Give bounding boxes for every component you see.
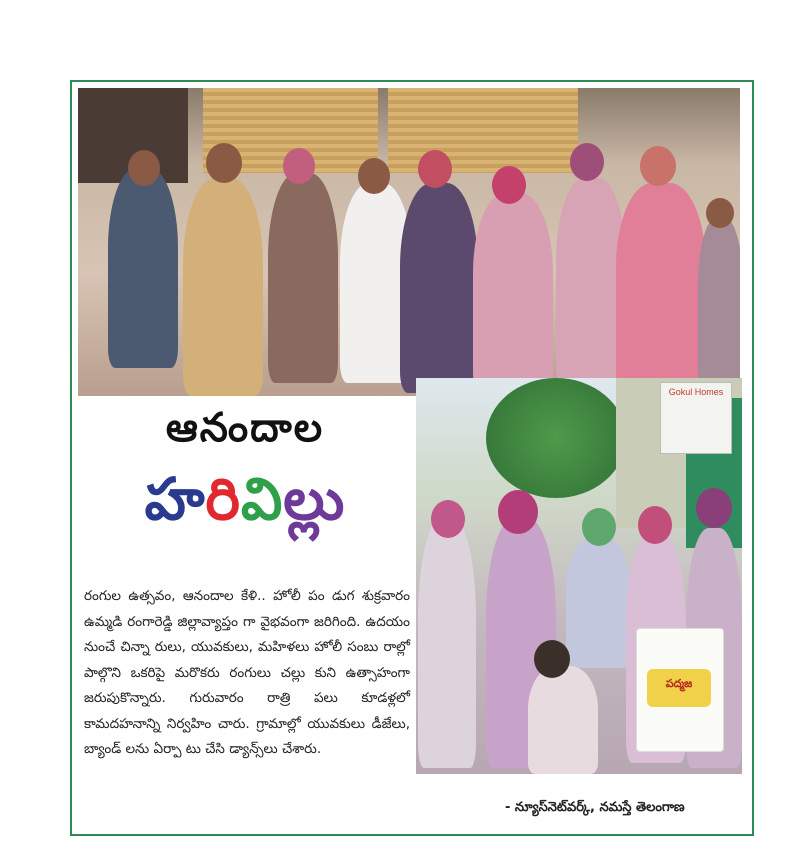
person-head — [638, 506, 672, 544]
headline — [80, 400, 410, 580]
person-head — [128, 150, 160, 186]
person-head — [283, 148, 315, 184]
person-head — [358, 158, 390, 194]
person — [616, 183, 706, 393]
bag-text: పద్మజ — [665, 677, 693, 690]
person-head — [418, 150, 452, 188]
headline-line-1: ఆనందాల — [165, 405, 325, 451]
person — [528, 666, 598, 774]
person-head — [534, 640, 570, 678]
person — [108, 168, 178, 368]
person-head — [492, 166, 526, 204]
gift-bag — [636, 628, 724, 752]
person — [418, 518, 476, 768]
person-head — [706, 198, 734, 228]
tree — [486, 378, 626, 498]
headline-part-3: వి — [240, 465, 284, 533]
shop-sign — [660, 382, 732, 454]
article-body: రంగుల ఉత్సవం, ఆనందాల కేళి.. హోలీ పం డుగ శుక్రవారం ఉమ్మడి రంగారెడ్డి జిల్లావ్యాప్తం గా వైభవంగా జరిగింది. ఉదయం నుంచే చిన్నా రులు, యువకులు, మహిళలు హోలీ సంబు రాల్లో పాల్గొని ఒకరిపై మరొకరు రంగులు చల్లు కుని ఉత్సాహంగా జరుపుకొన్నారు. గురువారం రాత్రి పలు కూడళ్లలో కామదహనాన్ని నిర్వహిం చారు. గ్రామాల్లో యువకులు డీజేలు, బ్యాండ్ లను ఏర్పా టు చేసి డ్యాన్స్‌లు చేశారు. — [84, 588, 410, 757]
headline-part-4: ల్లు — [283, 465, 346, 533]
person-head — [696, 488, 732, 528]
person-head — [498, 490, 538, 534]
headline-part-1: హ — [144, 465, 206, 533]
person-head — [206, 143, 242, 183]
person-head — [431, 500, 465, 538]
person — [183, 178, 263, 396]
shop-sign-text: Gokul Homes — [668, 387, 724, 397]
holi-dance-photo — [78, 88, 740, 396]
headline-part-2: రి — [205, 465, 241, 533]
person — [473, 193, 553, 393]
person — [400, 183, 478, 393]
person-head — [582, 508, 616, 546]
person — [698, 218, 740, 388]
person-head — [640, 146, 676, 186]
person — [566, 538, 631, 668]
shop-shutter — [388, 88, 578, 173]
headline-line-2 — [80, 465, 410, 548]
person — [268, 173, 338, 383]
person-head — [570, 143, 604, 181]
article-credit: - న్యూస్‌నెట్‌వర్క్, నమస్తే తెలంగాణ — [505, 800, 685, 815]
